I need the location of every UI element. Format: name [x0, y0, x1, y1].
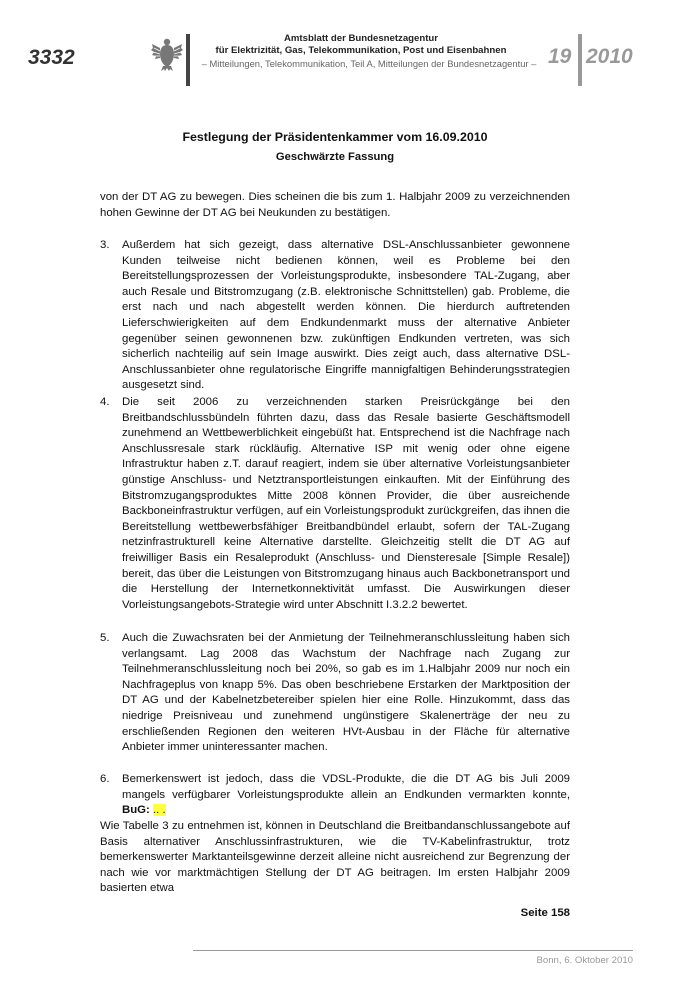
item-text: Bemerkenswert ist jedoch, dass die VDSL-Produkte, die die DT AG bis Juli 2009 mangels verfügbarer Vorleistungsprodukte allein an Endkunden vermarkten konnte, [122, 773, 570, 801]
page-label: Seite 158 [520, 907, 570, 919]
gazette-title [196, 33, 526, 56]
issue-year: 2010 [586, 45, 633, 68]
item-text: Die seit 2006 zu verzeichnenden starken Preisrückgänge bei den Breitbandschlussbündeln führten dazu, dass das Resale basierte Geschäftsmodell zunehmend an Wettbewerblichkeit eingebüßt hat. Entsprechend ist die Nachfrage nach Anschlussresale stark rückläufig. Alternative ISP mit wenig oder ohne eigene Infrastruktur haben z.T. darauf reagiert, indem sie über alternative Vorleistungsanbieter günstige Anschluss- und Netztransportleistungen einkauften. Mit der Einführung des Bitstromzugangsproduktes Mitte 2008 können Provider, die über ausreichende Backboneinfrastruktur verfügen, auf ein Vorleistungsprodukt zurückgreifen, das ihnen die Bereitstellung wettbewerbsfähiger Breitbandbündel erlaubt, sofern der TAL-Zugang netzinfrastrukturell keine Alternative darstellte. Gleichzeitig stellt die DT AG auf freiwilliger Basis ein Resaleprodukt (Anschluss- und Diensteresale [Simple Resale]) bereit, das über die Leistungen von Bitstromzugang hinaus auch Backbonetransport und die Herstellung der Internetkonnektivität umfasst. Die Auswirkungen dieser Vorleistungsangebots-Strategie wird unter Abschnitt I.3.2.2 bewertet. [122, 396, 570, 611]
item-text: Außerdem hat sich gezeigt, dass alternative DSL-Anschlussanbieter gewonnene Kunden teilweise nicht bedienen können, weil es Probleme bei den Bereitstellungsprozessen der Vorleistungsprodukte, insbesondere TAL-Zugang, aber auch Resale und Bitstromzugang (z.B. elektronische Schnittstellen) gab. Probleme, die erst nach und nach abgestellt werden können. Die hierdurch auftretenden Lieferschwierigkeiten auf dem Endkundenmarkt muss der alternative Anbieter gegenüber seinen gewonnenen bzw. zukünftigen Endkunden vertreten, was sich sicherlich nachteilig auf sein Image auswirkt. Dies zeigt auch, dass alternative DSL-Anschlussanbieter ohne regulatorische Eingriffe mannigfaltigen Behinderungsstrategien ausgesetzt sind. [122, 239, 570, 392]
issue-number: 19 [548, 45, 572, 68]
item-number: 5. [100, 632, 110, 644]
item-text-6 [122, 772, 570, 819]
item-text: Auch die Zuwachsraten bei der Anmietung der Teilnehmeranschlussleitung haben sich verlangsamt. Lag 2008 das Wachstum der Nachfrage nach Zugang zur Teilnehmeranschlussleitung noch bei 20%, so gab es im 1.Halbjahr 2009 nur noch ein Nachfrageplus von knapp 5%. Das oben beschriebene Erstarken der Marktposition der DT AG und der Kabelnetzbetereiber spielen hier eine Rolle. Hinzukommt, dass das niedrige Preisniveau und zunehmend ungünstigere Skalenerträge der neu zu erschließenden Regionen den weiteren HVt-Ausbau in der Fläche für alternative Anbieter immer uninteressanter machen. [122, 632, 570, 754]
document-title: Festlegung der Präsidentenkammer vom 16.09.2010 [182, 130, 488, 144]
item-number: 4. [100, 396, 110, 408]
footer-rule [193, 950, 633, 951]
closing-paragraph: Wie Tabelle 3 zu entnehmen ist, können in Deutschland die Breitbandanschlussangebote auf Basis alternativer Anschlussinfrastrukturen, wie die TV-Kabelinfrastruktur, trotz bemerkenswerter Marktanteilsgewinne derzeit alleine nicht ausreichend zur Begrenzung der nach wie vor marktmächtigen Stellung der DT AG beitragen. Im ersten Halbjahr 2009 basierten etwa [100, 820, 570, 895]
item-number: 3. [100, 239, 110, 251]
footer-place-date: Bonn, 6. Oktober 2010 [536, 955, 633, 966]
gazette-section: – Mitteilungen, Telekommunikation, Teil A, Mitteilungen der Bundesnetzagentur – [201, 58, 537, 69]
document-subtitle: Geschwärzte Fassung [275, 151, 395, 163]
issue-divider [578, 34, 582, 86]
header-divider [186, 34, 190, 86]
bug-label: BuG: [122, 804, 150, 817]
page-number: 3332 [28, 46, 75, 69]
item-number: 6. [100, 773, 110, 785]
gazette-title-line2: für Elektrizität, Gas, Telekommunikation, Post und Eisenbahnen [215, 44, 507, 56]
federal-eagle-icon [150, 36, 184, 72]
gazette-title-line1: Amtsblatt der Bundesnetzagentur [283, 33, 439, 44]
redacted-passage: .. . [153, 804, 166, 817]
intro-paragraph: von der DT AG zu bewegen. Dies scheinen die bis zum 1. Halbjahr 2009 zu verzeichnenden hohen Gewinne der DT AG bei Neukunden zu bestätigen. [100, 191, 570, 219]
